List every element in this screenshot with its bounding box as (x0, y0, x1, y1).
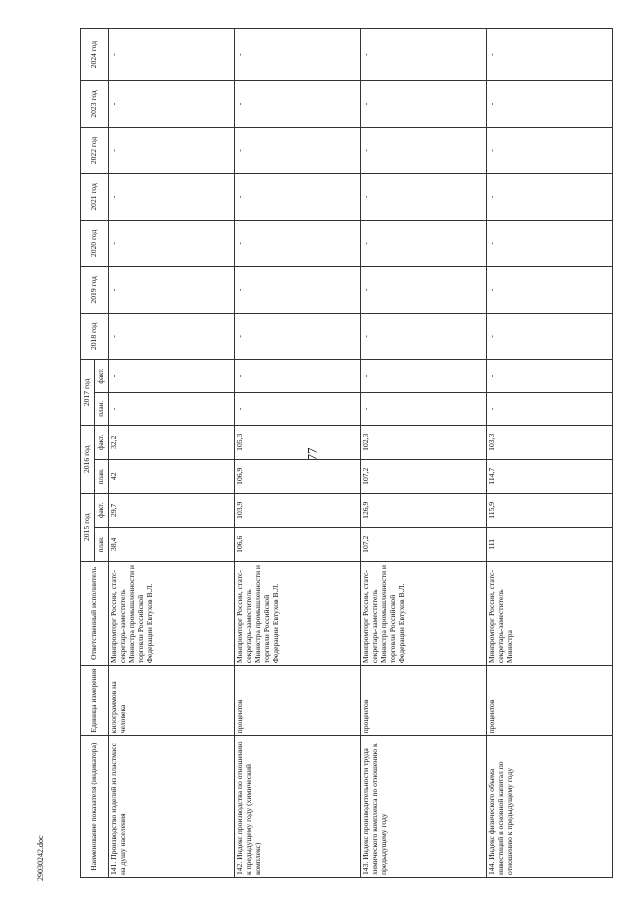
value-2019: - (235, 267, 361, 313)
indicator-unit: процентов (487, 666, 613, 736)
header-2019: 2019 год (81, 267, 109, 313)
value-2017-fact: - (109, 360, 235, 393)
table-row (235, 29, 361, 878)
value-2015-fact: 29,7 (109, 493, 235, 527)
value-2021: - (109, 174, 235, 220)
value-2016-fact: 32,2 (109, 425, 235, 459)
value-2017-fact: - (487, 360, 613, 393)
value-2015-plan: 111 (487, 527, 613, 561)
indicator-name: 142. Индекс производства по отношению к предыдущему году (химический комплекс) (235, 736, 361, 878)
value-2022: - (361, 127, 487, 173)
value-2017-plan: - (235, 392, 361, 425)
indicator-responsible: Минпромторг России, статс-секретарь-заместитель Министра промышленности и торговли Российской Федерации Евтухов В.Л. (235, 561, 361, 665)
value-2021: - (235, 174, 361, 220)
indicator-name: 144. Индекс физического объема инвестиций в основной капитал по отношению к предыдущему году (487, 736, 613, 878)
indicator-unit: процентов (235, 666, 361, 736)
value-2017-fact: - (361, 360, 487, 393)
value-2020: - (109, 220, 235, 266)
indicator-unit: килограммов на человека (109, 666, 235, 736)
value-2019: - (109, 267, 235, 313)
value-2024: - (235, 29, 361, 81)
rotated-table-container (80, 28, 600, 878)
value-2021: - (487, 174, 613, 220)
value-2018: - (487, 313, 613, 359)
value-2016-plan: 106,9 (235, 459, 361, 493)
value-2022: - (235, 127, 361, 173)
header-2020: 2020 год (81, 220, 109, 266)
indicator-responsible: Минпромторг России, статс-секретарь-заместитель Министра промышленности и торговли Российской Федерации Евтухов В.Л. (109, 561, 235, 665)
value-2023: - (361, 81, 487, 127)
value-2017-plan: - (109, 392, 235, 425)
header-plan: план. (95, 527, 109, 561)
value-2020: - (487, 220, 613, 266)
value-2024: - (361, 29, 487, 81)
header-fact: факт. (95, 493, 109, 527)
value-2020: - (361, 220, 487, 266)
header-2018: 2018 год (81, 313, 109, 359)
value-2016-fact: 103,3 (487, 425, 613, 459)
table-row (109, 29, 235, 878)
value-2022: - (487, 127, 613, 173)
value-2018: - (109, 313, 235, 359)
header-2024: 2024 год (81, 29, 109, 81)
value-2016-plan: 107,2 (361, 459, 487, 493)
header-fact: факт. (95, 360, 109, 393)
value-2015-fact: 103,9 (235, 493, 361, 527)
indicator-unit: процентов (361, 666, 487, 736)
page-number: 77 (304, 447, 320, 461)
indicators-table (80, 28, 613, 878)
table-row (487, 29, 613, 878)
header-2017: 2017 год (81, 360, 95, 426)
value-2021: - (361, 174, 487, 220)
value-2019: - (487, 267, 613, 313)
indicator-name: 141. Производство изделий из пластмасс на душу населения (109, 736, 235, 878)
value-2024: - (109, 29, 235, 81)
header-2015: 2015 год (81, 493, 95, 561)
value-2018: - (361, 313, 487, 359)
value-2015-fact: 126,9 (361, 493, 487, 527)
value-2023: - (235, 81, 361, 127)
value-2017-plan: - (487, 392, 613, 425)
indicator-responsible: Минпромторг России, статс-секретарь-заместитель Министра промышленности и торговли Российской Федерации Евтухов В.Л. (361, 561, 487, 665)
header-2016: 2016 год (81, 425, 95, 493)
value-2016-fact: 105,3 (235, 425, 361, 459)
value-2022: - (109, 127, 235, 173)
header-2021: 2021 год (81, 174, 109, 220)
header-plan: план. (95, 459, 109, 493)
value-2017-fact: - (235, 360, 361, 393)
value-2020: - (235, 220, 361, 266)
value-2024: - (487, 29, 613, 81)
header-responsible: Ответственный исполнитель (81, 561, 109, 665)
value-2016-plan: 42 (109, 459, 235, 493)
table-row (361, 29, 487, 878)
value-2018: - (235, 313, 361, 359)
value-2023: - (109, 81, 235, 127)
header-name: Наименование показателя (индикатора) (81, 736, 109, 878)
indicator-responsible: Минпромторг России, статс-секретарь-заместитель Министра (487, 561, 613, 665)
value-2015-plan: 38,4 (109, 527, 235, 561)
value-2023: - (487, 81, 613, 127)
value-2016-fact: 102,3 (361, 425, 487, 459)
header-2022: 2022 год (81, 127, 109, 173)
header-2023: 2023 год (81, 81, 109, 127)
footer-filename: 29030242.doc (36, 835, 45, 881)
value-2019: - (361, 267, 487, 313)
value-2015-plan: 106,6 (235, 527, 361, 561)
header-plan: план. (95, 392, 109, 425)
header-unit: Единица измерения (81, 666, 109, 736)
value-2016-plan: 114,7 (487, 459, 613, 493)
header-fact: факт. (95, 425, 109, 459)
value-2015-fact: 115,9 (487, 493, 613, 527)
indicator-name: 143. Индекс производительности труда химического комплекса по отношению к предыдущему году (361, 736, 487, 878)
value-2015-plan: 107,2 (361, 527, 487, 561)
value-2017-plan: - (361, 392, 487, 425)
